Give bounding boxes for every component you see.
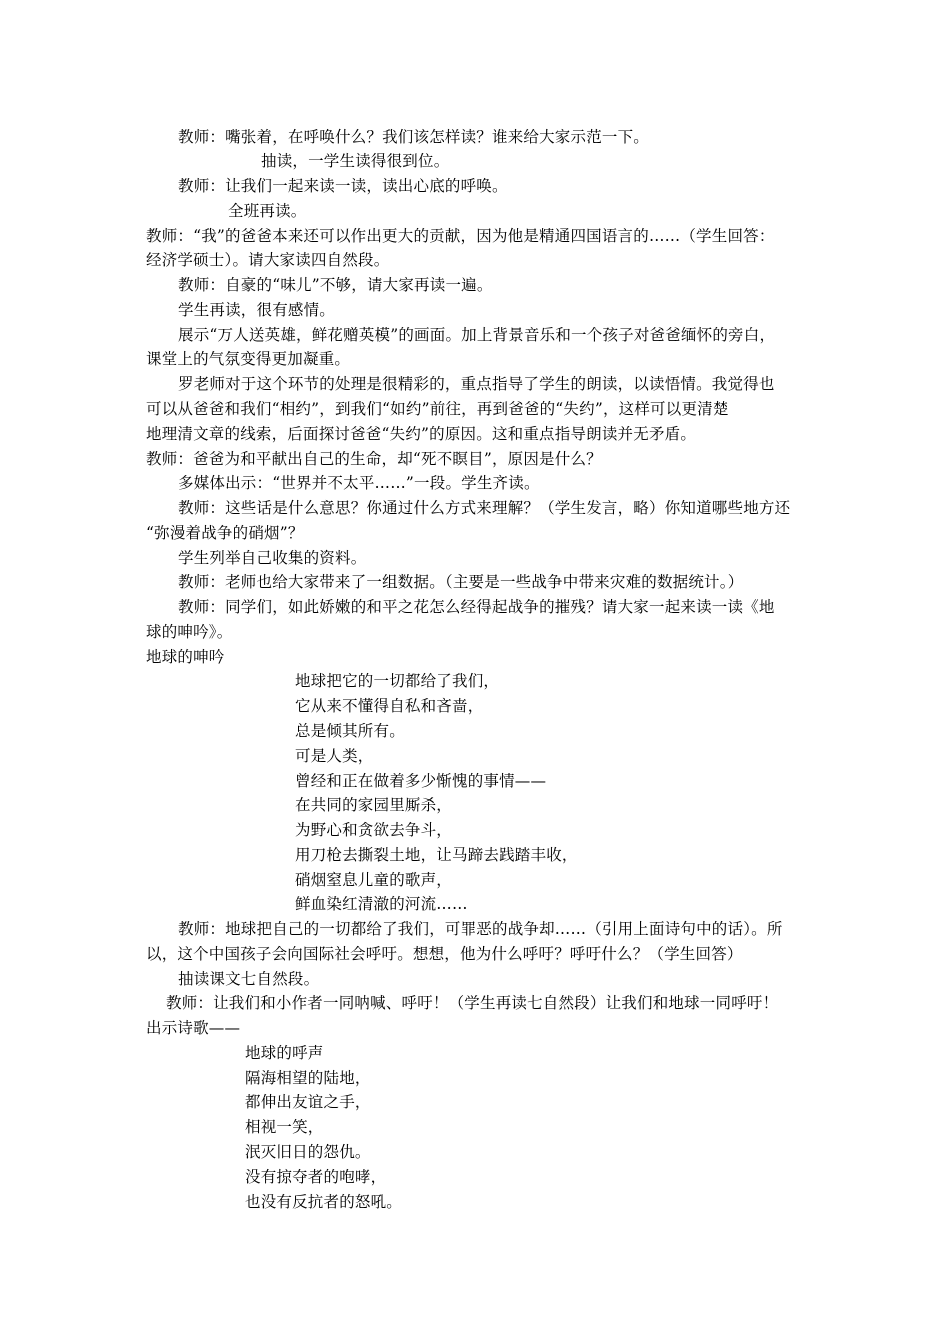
paragraph-line: 课堂上的气氛变得更加凝重。: [146, 350, 351, 368]
poem-line: 没有掠夺者的咆哮，: [245, 1168, 387, 1186]
poem-line: 为野心和贪欲去争斗，: [295, 821, 453, 839]
paragraph-line: 教师：嘴张着，在呼唤什么？我们该怎样读？谁来给大家示范一下。: [178, 128, 650, 146]
paragraph-line: 教师：“我”的爸爸本来还可以作出更大的贡献，因为他是精通四国语言的……（学生回答：: [146, 227, 775, 245]
paragraph-line: 多媒体出示：“世界并不太平……”一段。学生齐读。: [178, 474, 540, 492]
poem-line: 都伸出友谊之手，: [245, 1093, 371, 1111]
paragraph-line: 球的呻吟》。: [146, 623, 233, 641]
paragraph-line: 教师：这些话是什么意思？你通过什么方式来理解？（学生发言，略）你知道哪些地方还: [178, 499, 791, 517]
poem-line: 泯灭旧日的怨仇。: [245, 1143, 371, 1161]
poem-line: 用刀枪去撕裂土地，让马蹄去践踏丰收，: [295, 846, 578, 864]
poem-line: 总是倾其所有。: [295, 722, 405, 740]
paragraph-line: 抽读课文七自然段。: [178, 970, 320, 988]
poem-line: 隔海相望的陆地，: [245, 1069, 371, 1087]
paragraph-line: 以，这个中国孩子会向国际社会呼吁。想想，他为什么呼吁？呼吁什么？（学生回答）: [146, 945, 743, 963]
paragraph-line: 教师：老师也给大家带来了一组数据。（主要是一些战争中带来灾难的数据统计。）: [178, 573, 744, 591]
paragraph-line: 经济学硕士）。请大家读四自然段。: [146, 251, 390, 269]
paragraph-line: “弥漫着战争的硝烟”？: [146, 524, 304, 542]
poem-line: 鲜血染红清澈的河流……: [295, 895, 468, 913]
poem-title: 地球的呻吟: [146, 648, 225, 666]
paragraph-line: 地理清文章的线索，后面探讨爸爸“失约”的原因。这和重点指导朗读并无矛盾。: [146, 425, 697, 443]
paragraph-line: 学生再读，很有感情。: [178, 301, 336, 319]
poem-line: 可是人类，: [295, 747, 374, 765]
paragraph-line: 教师：让我们和小作者一同呐喊、呼吁！（学生再读七自然段）让我们和地球一同呼吁！: [166, 994, 779, 1012]
poem-line: 地球把它的一切都给了我们，: [295, 672, 500, 690]
paragraph-line: 出示诗歌——: [146, 1019, 241, 1037]
paragraph-line: 教师：让我们一起来读一读，读出心底的呼唤。: [178, 177, 508, 195]
poem-line: 在共同的家园里厮杀，: [295, 796, 453, 814]
paragraph-line: 教师：同学们，如此娇嫩的和平之花怎么经得起战争的摧残？请大家一起来读一读《地: [178, 598, 775, 616]
poem-line: 硝烟窒息儿童的歌声，: [295, 871, 453, 889]
poem-title: 地球的呼声: [245, 1044, 324, 1062]
paragraph-line: 展示“万人送英雄，鲜花赠英模”的画面。加上背景音乐和一个孩子对爸爸缅怀的旁白，: [178, 326, 776, 344]
paragraph-line: 教师：爸爸为和平献出自己的生命，却“死不瞑目”，原因是什么？: [146, 450, 602, 468]
paragraph-line: 可以从爸爸和我们“相约”，到我们“如约”前往，再到爸爸的“失约”，这样可以更清楚: [146, 400, 729, 418]
poem-line: 相视一笑，: [245, 1118, 324, 1136]
paragraph-line: 全班再读。: [228, 202, 307, 220]
paragraph-line: 罗老师对于这个环节的处理是很精彩的，重点指导了学生的朗读，以读悟情。我觉得也: [178, 375, 775, 393]
poem-line: 它从来不懂得自私和吝啬，: [295, 697, 484, 715]
paragraph-line: 学生列举自己收集的资料。: [178, 549, 367, 567]
poem-line: 曾经和正在做着多少惭愧的事情——: [295, 772, 547, 790]
paragraph-line: 教师：自豪的“味儿”不够，请大家再读一遍。: [178, 276, 493, 294]
paragraph-line: 抽读，一学生读得很到位。: [261, 152, 450, 170]
poem-line: 也没有反抗者的怒吼。: [245, 1193, 403, 1211]
paragraph-line: 教师：地球把自己的一切都给了我们，可罪恶的战争却……（引用上面诗句中的话）。所: [178, 920, 783, 938]
